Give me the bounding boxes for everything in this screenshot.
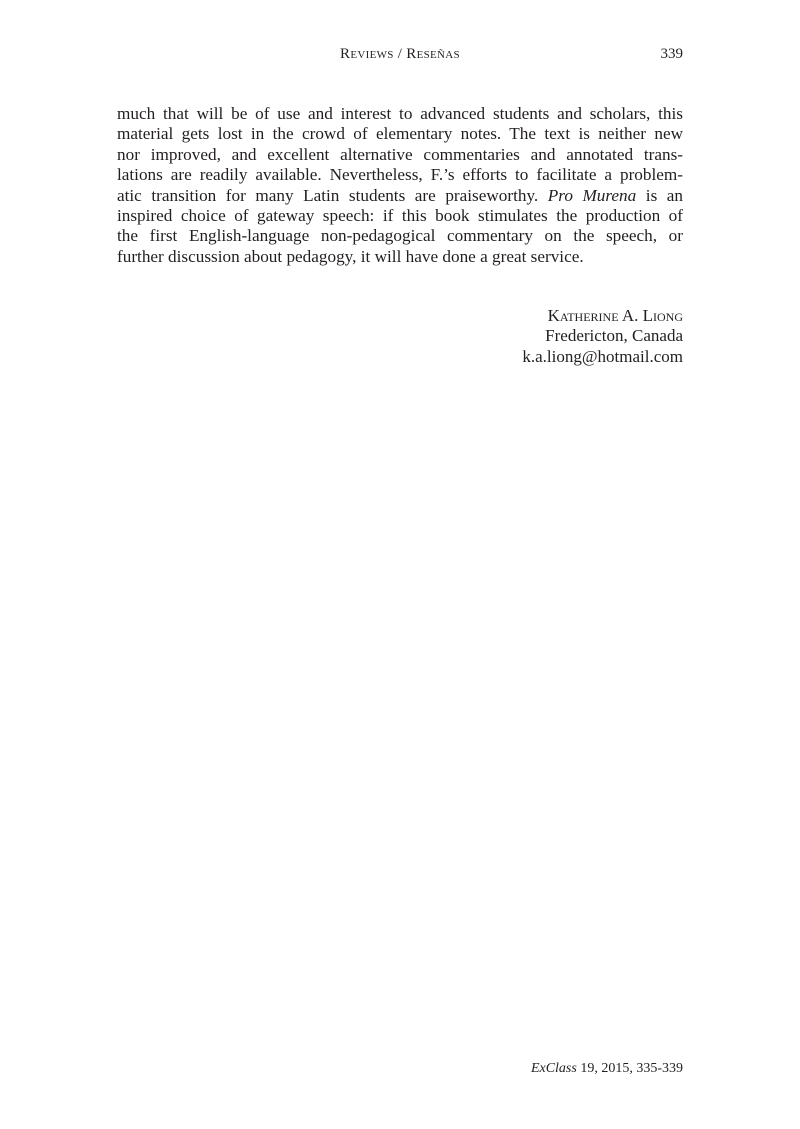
review-paragraph xyxy=(117,104,683,267)
text-line: nor improved, and excellent alternative commentaries and annotated trans- xyxy=(117,144,683,164)
text-segment: atic transition for many Latin students are praiseworthy. xyxy=(117,185,539,205)
author-location: Fredericton, Canada xyxy=(545,326,683,346)
page-number: 339 xyxy=(660,46,683,62)
author-email: k.a.liong@hotmail.com xyxy=(522,346,683,366)
journal-name: ExClass xyxy=(530,1061,577,1076)
text-line: further discussion about pedagogy, it will have done a great service. xyxy=(117,246,584,266)
text-line xyxy=(117,186,683,206)
text-line: material gets lost in the crowd of elementary notes. The text is neither new xyxy=(117,124,683,144)
author-signature xyxy=(522,306,683,367)
text-segment: is an xyxy=(645,185,684,205)
text-line: inspired choice of gateway speech: if this book stimulates the production of xyxy=(117,206,683,226)
running-title: Reviews / Reseñas xyxy=(340,46,460,62)
work-title: Pro Murena xyxy=(547,185,637,205)
text-line: much that will be of use and interest to advanced students and scholars, this xyxy=(117,104,683,123)
text-line: lations are readily available. Nevertheless, F.’s efforts to facilitate a problem- xyxy=(117,165,683,185)
author-name: Katherine A. Liong xyxy=(547,306,683,325)
citation: 19, 2015, 335-339 xyxy=(576,1061,683,1076)
text-line: the first English-language non-pedagogical commentary on the speech, or xyxy=(117,226,683,246)
page-footer xyxy=(531,1061,683,1077)
running-head xyxy=(117,46,683,66)
